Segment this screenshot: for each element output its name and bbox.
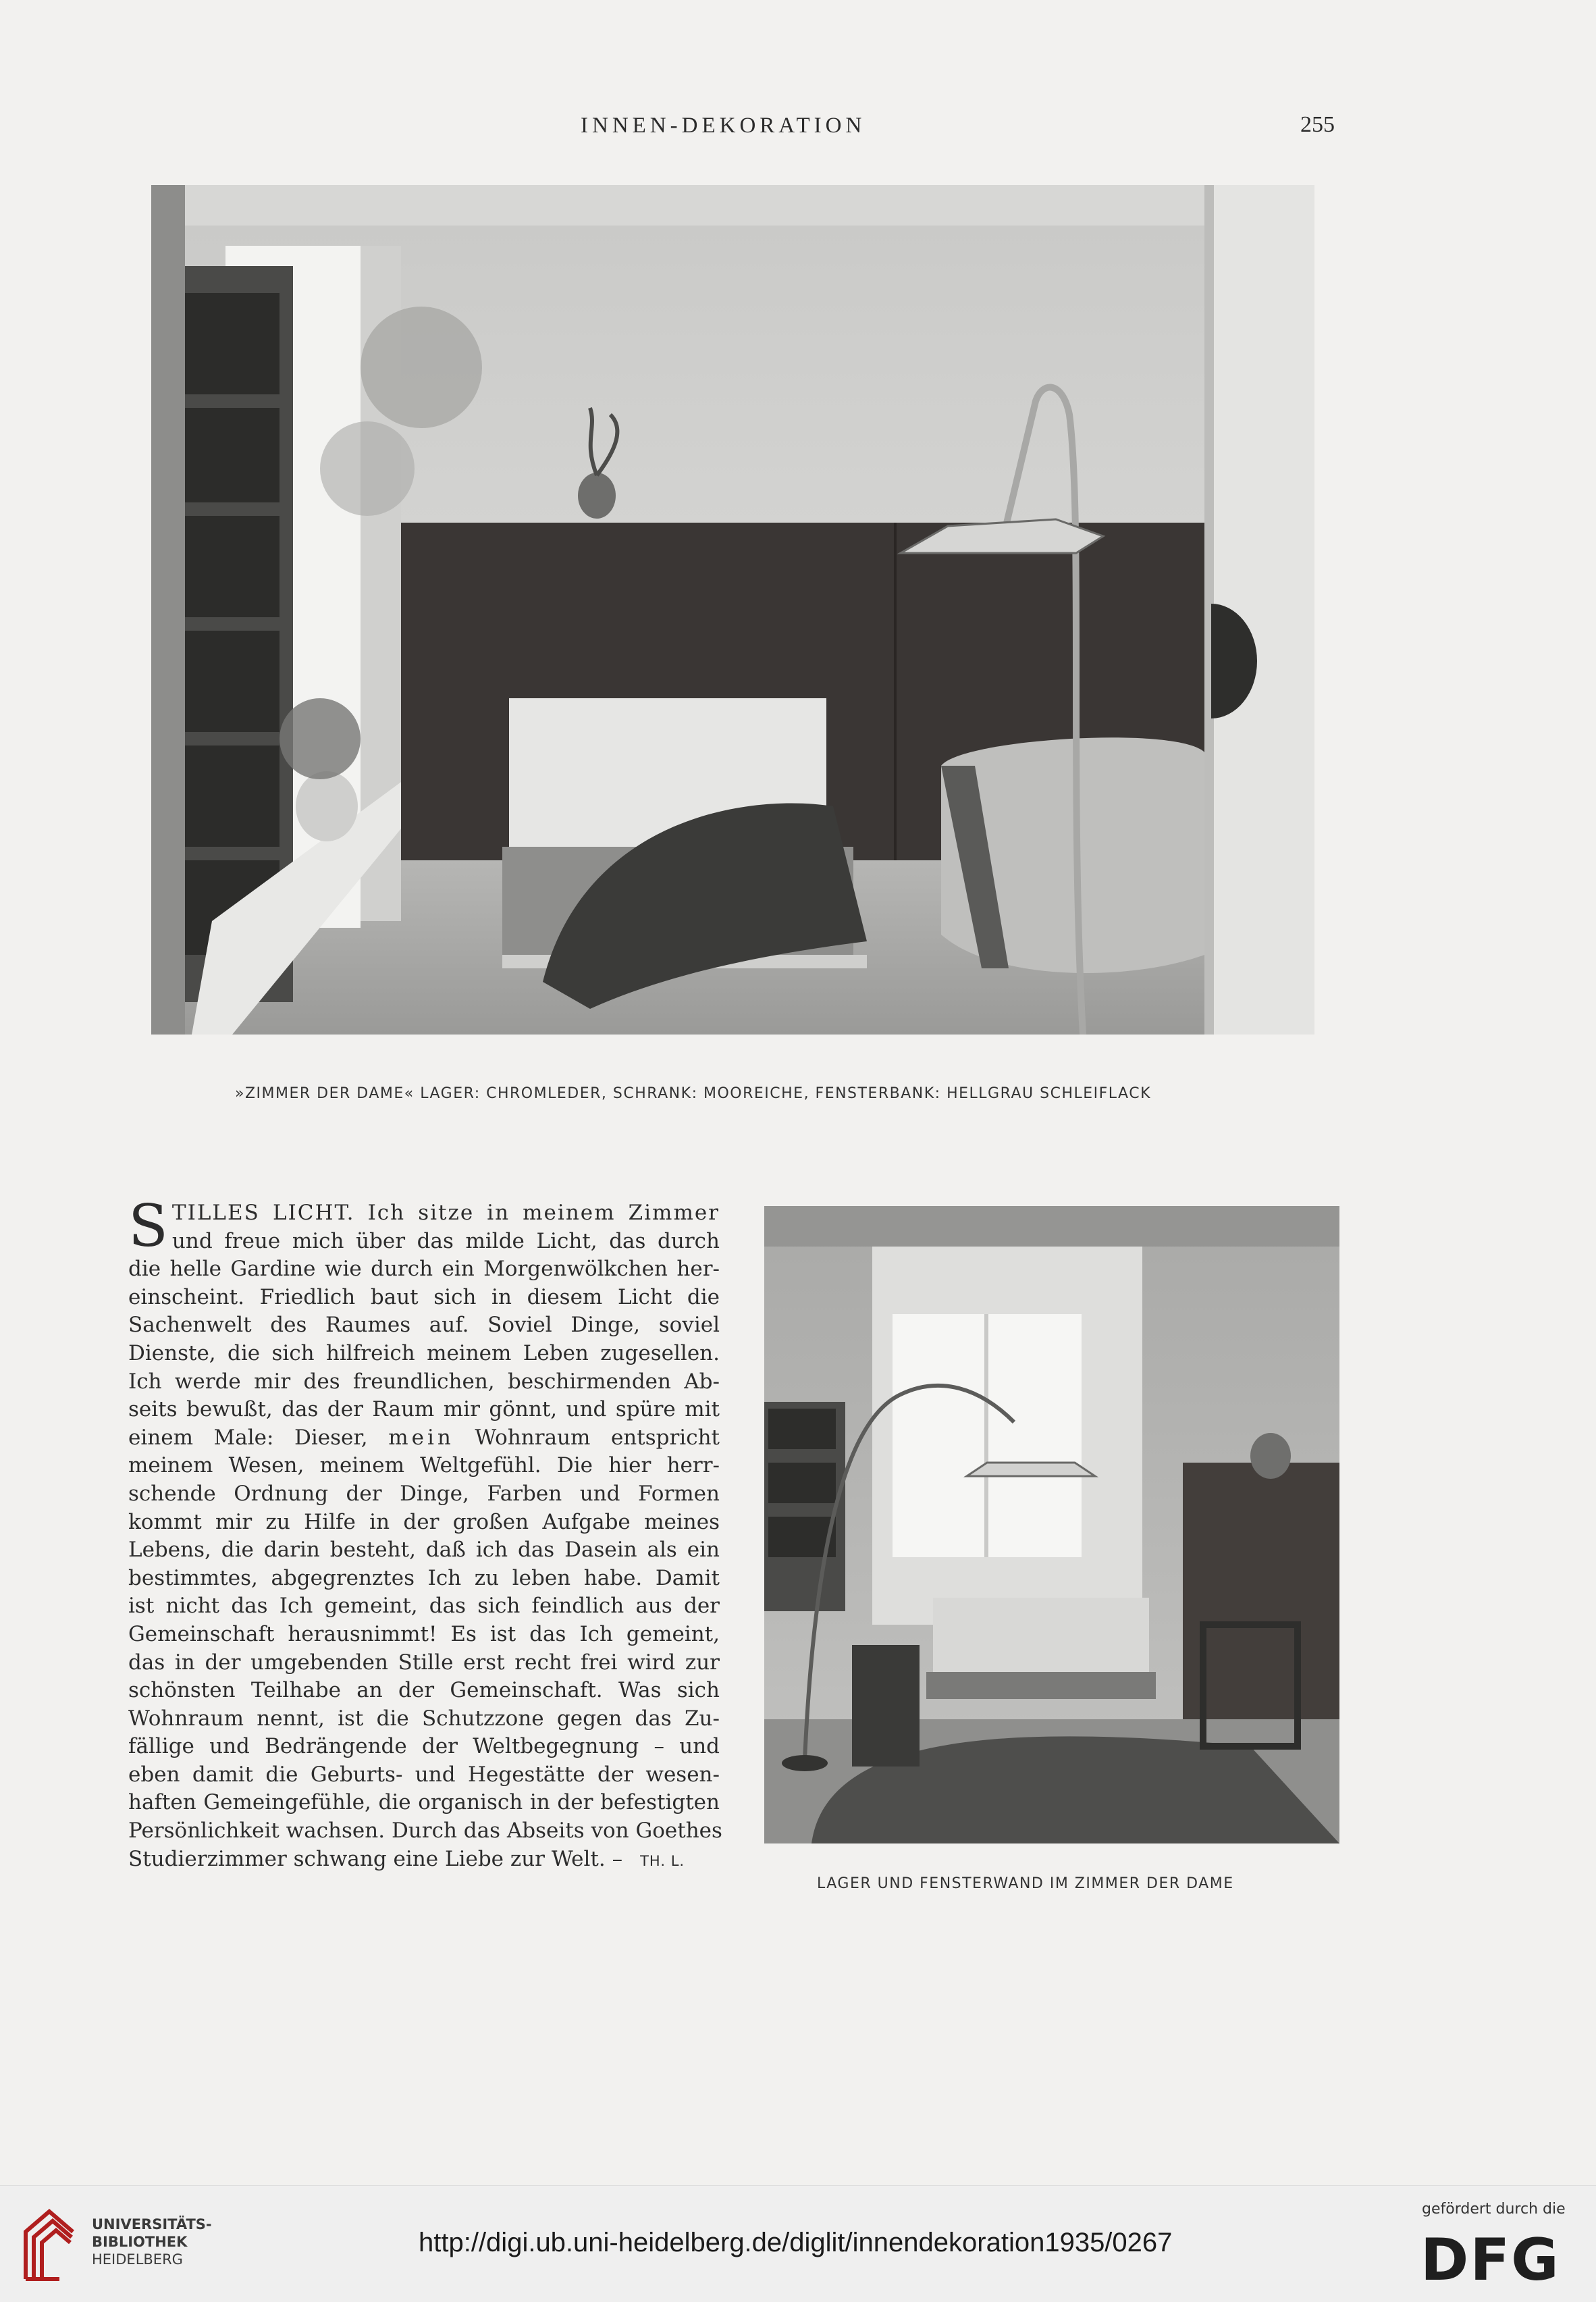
source-url-link[interactable]: http://digi.ub.uni-heidelberg.de/diglit/innendekoration1935/0267: [419, 2228, 1173, 2257]
article-line: Ich werde mir des freundlichen, beschirmenden Ab-: [128, 1369, 720, 1394]
article-line: und freue mich über das milde Licht, das durch: [171, 1228, 720, 1253]
article-line: Sachenwelt des Raumes auf. Soviel Dinge, soviel: [128, 1313, 720, 1338]
drop-cap: S: [128, 1193, 168, 1260]
article-line: Lebens, die darin besteht, daß ich das Dasein als ein: [128, 1538, 720, 1563]
article-line: haften Gemeingefühle, die organisch in der befestigten: [128, 1790, 720, 1815]
article-line: seits bewußt, das der Raum mir gönnt, und spüre mit: [128, 1397, 720, 1422]
article-line: meinem Wesen, meinem Weltgefühl. Die hier herr-: [128, 1453, 720, 1478]
article-line: schende Ordnung der Dinge, Farben und Formen: [128, 1481, 720, 1506]
article-line: die helle Gardine wie durch ein Morgenwölkchen her-: [128, 1257, 720, 1282]
digitization-footer: [0, 2185, 1596, 2302]
running-title: INNEN-DEKORATION: [581, 113, 866, 138]
top-figure-caption: »ZIMMER DER DAME« LAGER: CHROMLEDER, SCHRANK: MOOREICHE, FENSTERBANK: HELLGRAU SCHLEIFLACK: [235, 1085, 1152, 1102]
article-line: bestimmtes, abgegrenztes Ich zu leben habe. Damit: [128, 1565, 720, 1590]
emphasis-mein: mein: [388, 1425, 454, 1450]
article-line: ist nicht das Ich gemeint, das sich feindlich aus der: [128, 1594, 720, 1619]
library-name-line: BIBLIOTHEK: [92, 2234, 188, 2250]
funded-by-label: gefördert durch die: [1422, 2201, 1566, 2218]
small-figure-caption: LAGER UND FENSTERWAND IM ZIMMER DER DAME: [817, 1875, 1234, 1892]
article-line: schönsten Teilhabe an der Gemeinschaft. Was sich: [128, 1678, 720, 1703]
window-wall-photograph: [764, 1206, 1339, 1843]
article-line: fällige und Bedrängende der Weltbegegnung – und: [128, 1734, 720, 1759]
article-line: kommt mir zu Hilfe in der großen Aufgabe meines: [128, 1509, 720, 1534]
article-line: Dienste, die sich hilfreich meinem Leben zugesellen.: [128, 1340, 720, 1365]
ub-heidelberg-logo-icon: [19, 2205, 85, 2286]
article-text: [128, 1193, 722, 1875]
article-fragment: einem Male: Dieser,: [128, 1425, 368, 1450]
article-line: eben damit die Geburts- und Hegestätte der wesen-: [128, 1762, 720, 1787]
article-line: das in der umgebenden Stille erst recht frei wird zur: [128, 1650, 720, 1675]
page-number: 255: [1300, 112, 1335, 137]
article-line: Gemeinschaft herausnimmt! Es ist das Ich gemeint,: [128, 1621, 720, 1646]
article-line: [128, 1846, 720, 1876]
room-photograph: [151, 185, 1314, 1035]
author-initials: TH. L.: [640, 1852, 685, 1869]
article-line: [128, 1424, 720, 1453]
article-line: TILLES LICHT. Ich sitze in meinem Zimmer: [171, 1201, 720, 1225]
article-line: einscheint. Friedlich baut sich in diesem Licht die: [128, 1284, 720, 1309]
article-fragment: Wohnraum entspricht: [475, 1425, 720, 1450]
article-fragment: Studierzimmer schwang eine Liebe zur Welt. –: [128, 1846, 623, 1871]
dfg-logo: DFG: [1420, 2226, 1560, 2294]
library-name-line: HEIDELBERG: [92, 2251, 183, 2268]
article-line: Wohnraum nennt, ist die Schutzzone gegen das Zu-: [128, 1706, 720, 1731]
library-name: [92, 2216, 212, 2268]
library-name-line: UNIVERSITÄTS-: [92, 2216, 212, 2232]
article-line: Persönlichkeit wachsen. Durch das Abseits von Goethes: [128, 1819, 722, 1843]
